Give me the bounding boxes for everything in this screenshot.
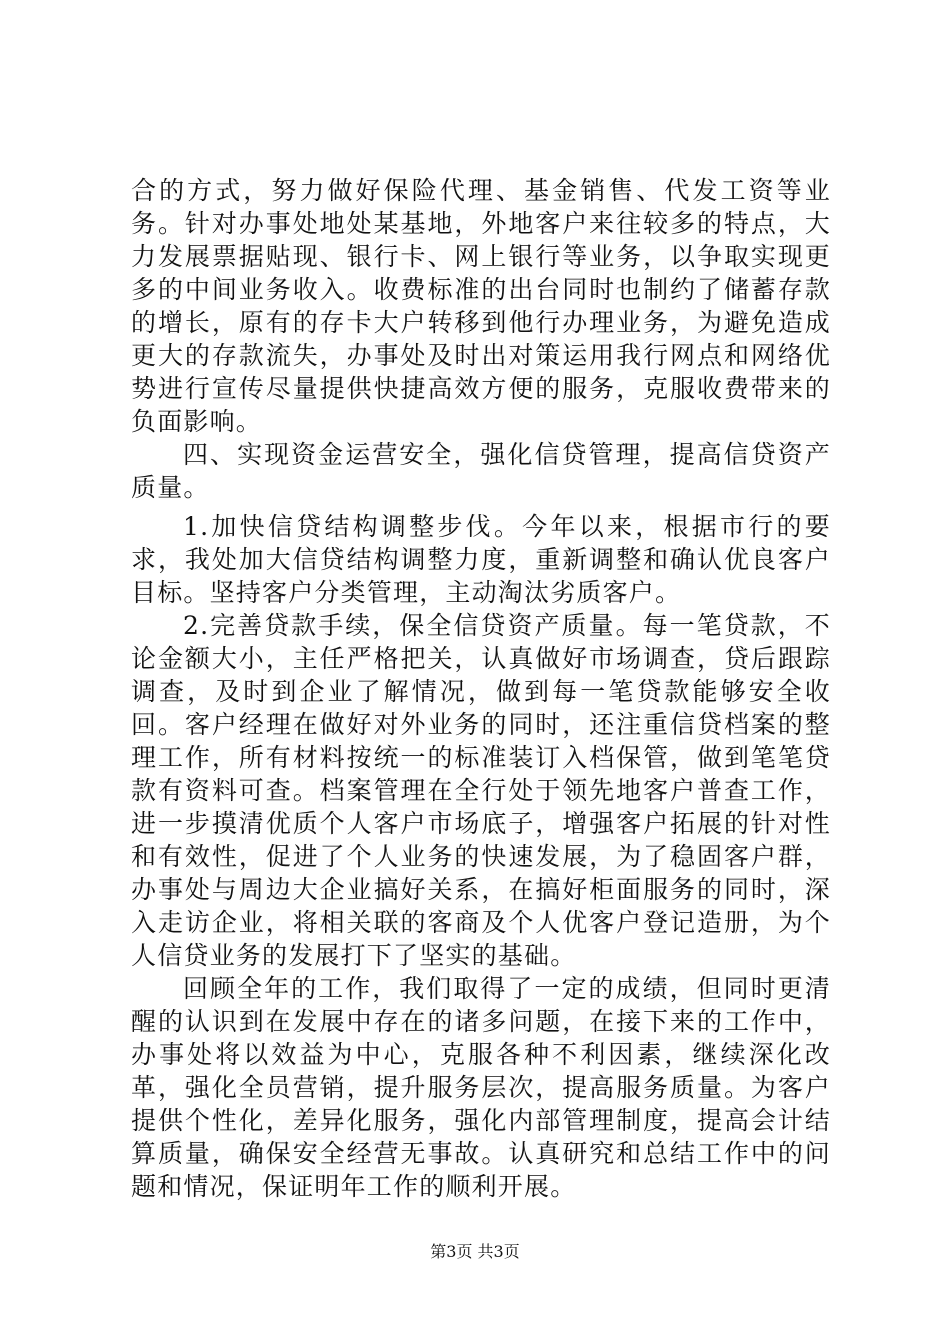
document-body [131, 174, 831, 1203]
page-footer: 第3页 共3页 [430, 1242, 520, 1261]
paragraph-item-1: 1.加快信贷结构调整步伐。今年以来，根据市行的要求，我处加大信贷结构调整力度，重新调整和确认优良客户目标。坚持客户分类管理，主动淘汰劣质客户。 [131, 512, 831, 607]
paragraph-item-2: 2.完善贷款手续，保全信贷资产质量。每一笔贷款，不论金额大小，主任严格把关，认真做好市场调查，贷后跟踪调查，及时到企业了解情况，做到每一笔贷款能够安全收回。客户经理在做好对外业务的同时，还注重信贷档案的整理工作，所有材料按统一的标准装订入档保管，做到笔笔贷款有资料可查。档案管理在全行处于领先地客户普查工作，进一步摸清优质个人客户市场底子，增强客户拓展的针对性和有效性，促进了个人业务的快速发展，为了稳固客户群，办事处与周边大企业搞好关系，在搞好柜面服务的同时，深入走访企业，将相关联的客商及个人优客户登记造册，为个人信贷业务的发展打下了坚实的基础。 [131, 611, 831, 970]
section-heading-four: 四、实现资金运营安全，强化信贷管理，提高信贷资产质量。 [131, 440, 831, 502]
paragraph-conclusion: 回顾全年的工作，我们取得了一定的成绩，但同时更清醒的认识到在发展中存在的诸多问题，在接下来的工作中，办事处将以效益为中心，克服各种不利因素，继续深化改革，强化全员营销，提升服务层次，提高服务质量。为客户提供个性化，差异化服务，强化内部管理制度，提高会计结算质量，确保安全经营无事故。认真研究和总结工作中的问题和情况，保证明年工作的顺利开展。 [131, 974, 831, 1201]
paragraph-continuation: 合的方式，努力做好保险代理、基金销售、代发工资等业务。针对办事处地处某基地，外地客户来往较多的特点，大力发展票据贴现、银行卡、网上银行等业务，以争取实现更多的中间业务收入。收费标准的出台同时也制约了储蓄存款的增长，原有的存卡大户转移到他行办理业务，为避免造成更大的存款流失，办事处及时出对策运用我行网点和网络优势进行宣传尽量提供快捷高效方便的服务，克服收费带来的负面影响。 [131, 176, 831, 436]
